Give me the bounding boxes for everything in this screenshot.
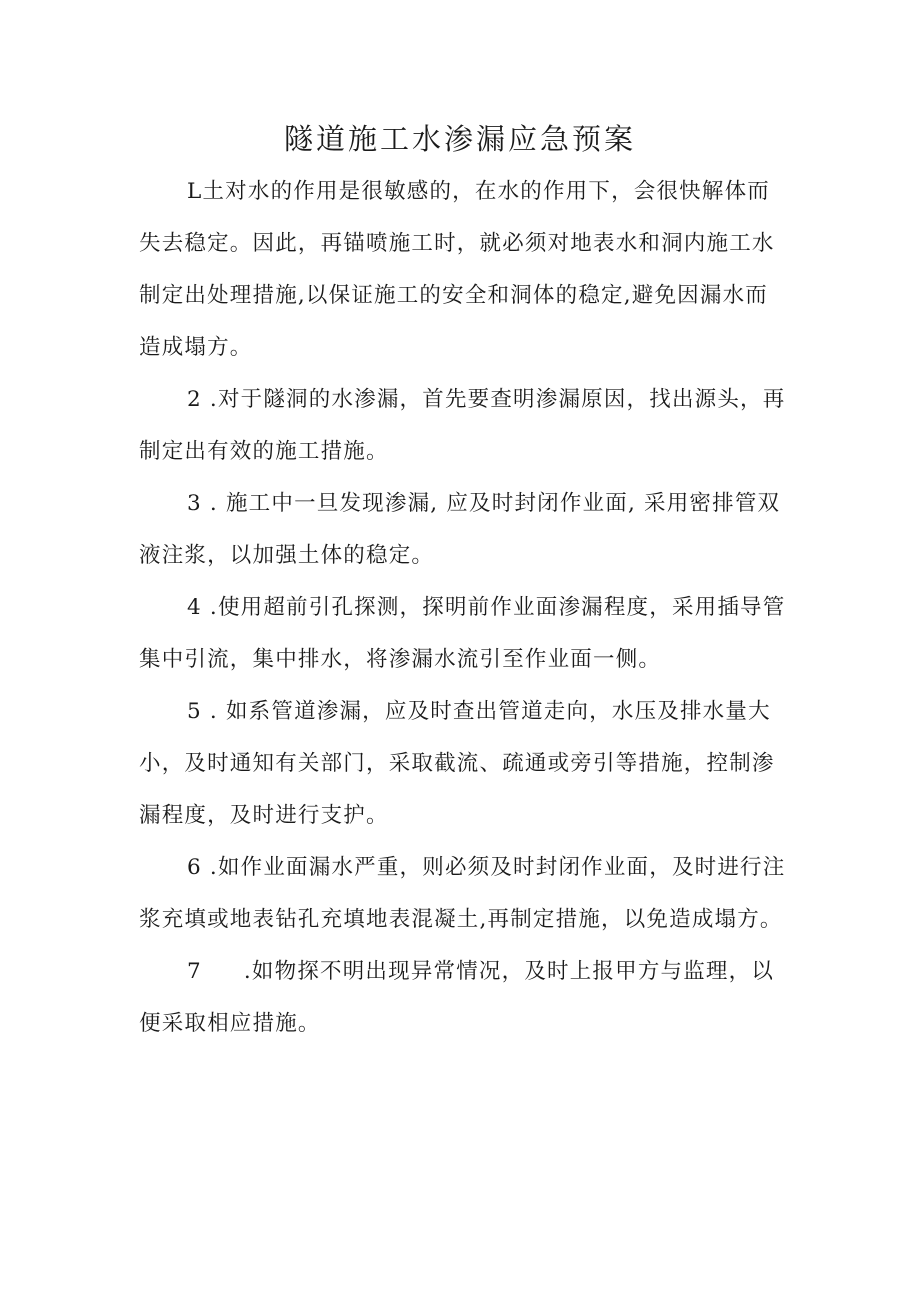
item-number: 7	[187, 959, 202, 984]
text-line: 集中引流，集中排水，将渗漏水流引至作业面一侧。	[139, 647, 662, 672]
text-line: 便采取相应措施。	[139, 1011, 321, 1036]
text-line: 液注浆，以加强土体的稳定。	[139, 543, 435, 568]
text-line: 浆充填或地表钻孔充填地表混凝土,再制定措施，以免造成塌方。	[139, 907, 783, 932]
text-line: 3 . 施工中一旦发现渗漏, 应及时封闭作业面, 采用密排管双	[187, 491, 781, 516]
paragraph-item-2	[139, 374, 829, 478]
text-line: 漏程度，及时进行支护。	[139, 803, 389, 828]
text-line: 制定出处理措施,以保证施工的安全和洞体的稳定,避免因漏水而	[139, 283, 768, 308]
text-line: 失去稳定。因此，再锚喷施工时，就必须对地表水和洞内施工水	[139, 231, 775, 256]
text-line: L土对水的作用是很敏感的，在水的作用下，会很快解体而	[187, 179, 770, 204]
text-line: 6 .如作业面漏水严重，则必须及时封闭作业面，及时进行注	[187, 855, 786, 880]
text-line: 小，及时通知有关部门，采取截流、疏通或旁引等措施，控制渗	[139, 751, 775, 776]
text-line	[139, 946, 829, 998]
paragraph-item-6	[139, 842, 829, 946]
paragraph-item-3	[139, 478, 829, 582]
text-line: 2 .对于隧洞的水渗漏，首先要查明渗漏原因，找出源头，再	[187, 387, 786, 412]
paragraph-item-7	[139, 946, 829, 1050]
paragraph-item-4	[139, 582, 829, 686]
document-title: 隧道施工水渗漏应急预案	[283, 122, 636, 156]
paragraph-item-5	[139, 686, 829, 842]
text-line: 制定出有效的施工措施。	[139, 439, 389, 464]
text-line: 造成塌方。	[139, 335, 253, 360]
document-body	[139, 166, 829, 1050]
text-line: 5 . 如系管道渗漏，应及时查出管道走向，水压及排水量大	[187, 699, 771, 724]
paragraph-intro	[139, 166, 829, 374]
text-fragment: .如物探不明出现异常情况，及时上报甲方与监理，以	[243, 959, 775, 984]
text-line: 4 .使用超前引孔探测，探明前作业面渗漏程度，采用插导管	[187, 595, 786, 620]
